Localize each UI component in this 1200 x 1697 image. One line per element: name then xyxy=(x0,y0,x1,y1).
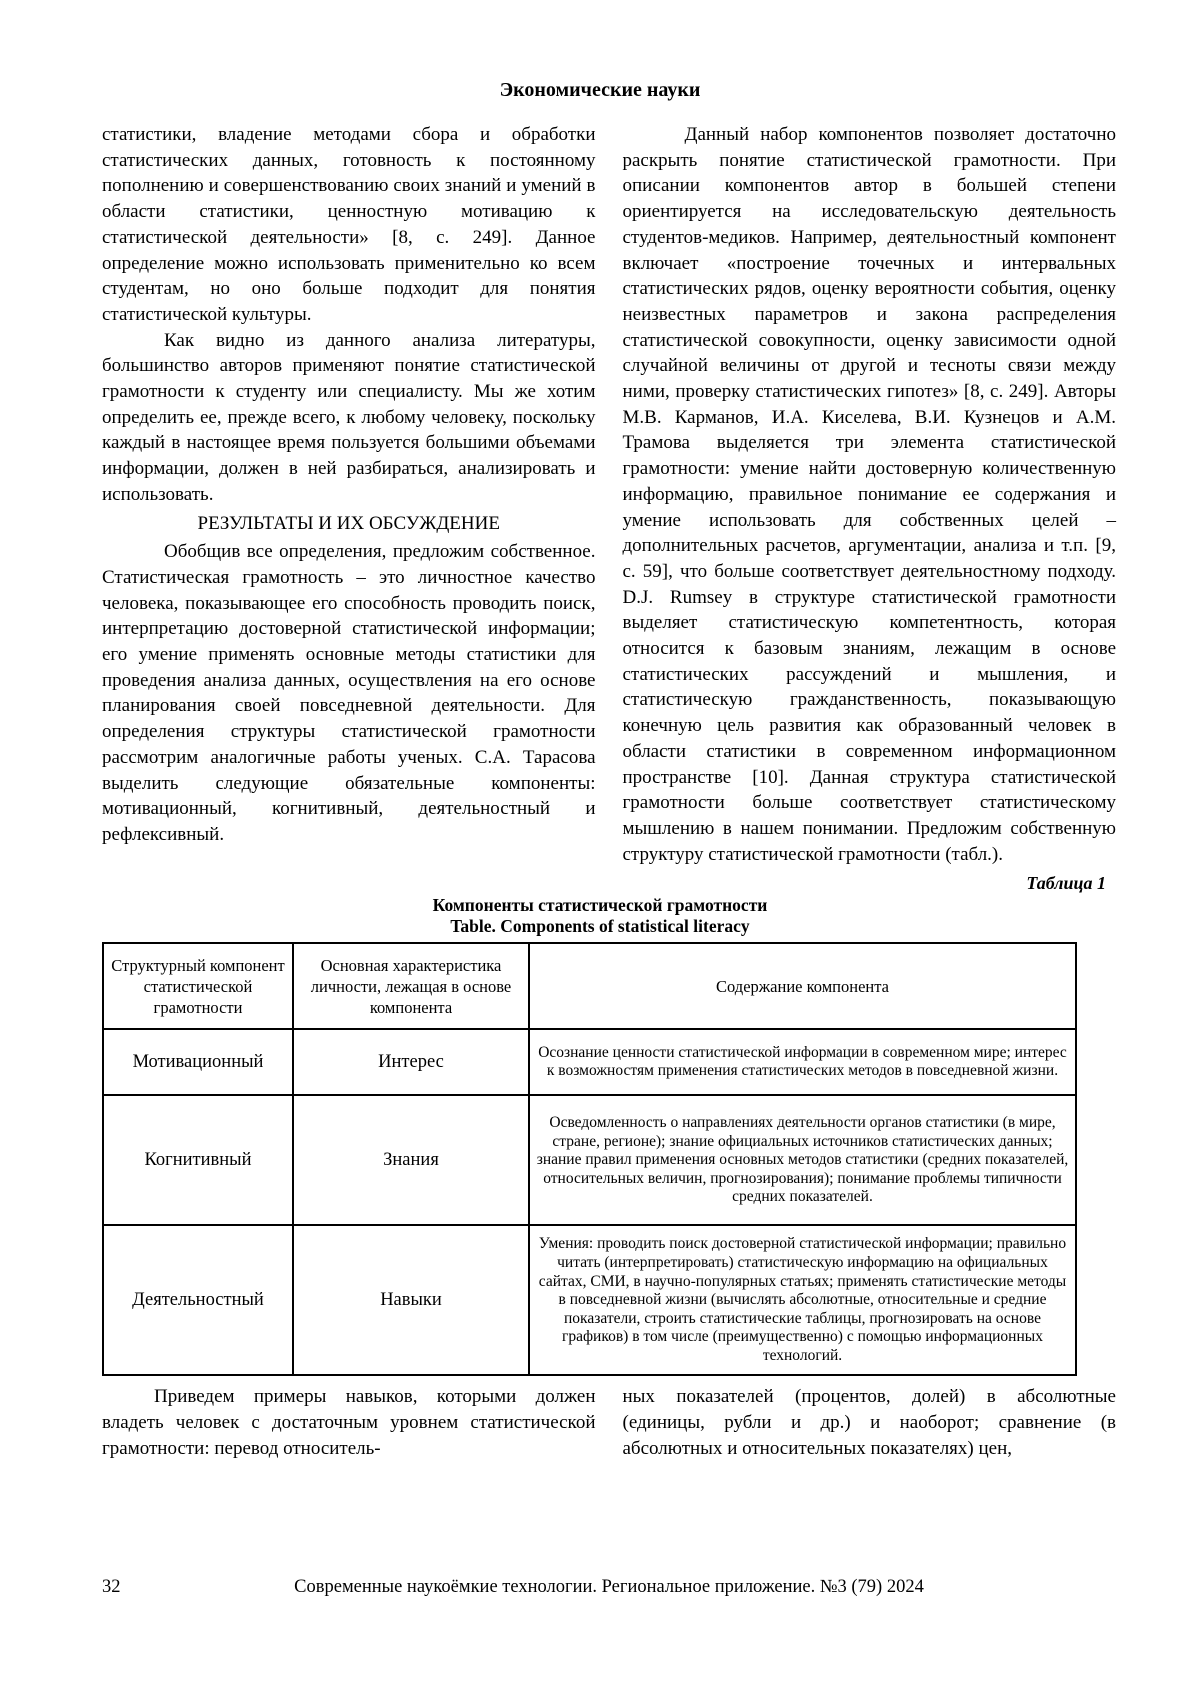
bottom-columns xyxy=(102,1384,1116,1461)
header-component-content: Содержание компонента xyxy=(529,943,1076,1029)
cell-characteristic: Знания xyxy=(293,1095,529,1225)
table-row xyxy=(103,1225,1076,1375)
cell-content: Осознание ценности статистической информации в современном мире; интерес к возможностям применения статистических методов в повседневной жизни. xyxy=(529,1029,1076,1095)
paragraph: ных показателей (процентов, долей) в абсолютные (единицы, рубли и др.) и наоборот; сравнение (в абсолютных и относительных показателях) цен, xyxy=(622,1386,1116,1459)
cell-characteristic: Интерес xyxy=(293,1029,529,1095)
cell-component: Деятельностный xyxy=(103,1225,293,1375)
cell-content: Умения: проводить поиск достоверной статистической информации; правильно читать (интерпретировать) статистическую информацию на официальных сайтах, СМИ, в научно-популярных статьях; применять статистические методы в повседневной жизни (вычислять абсолютные, относительные и средние показатели, строить статистические таблицы, прогнозировать на основе графиков) в том числе (преимущественно) с помощью информационных технологий. xyxy=(529,1225,1076,1375)
paragraph: Данный набор компонентов позволяет достаточно раскрыть понятие статистической грамотности. При описании компонентов автор в большей степени ориентируется на исследовательскую деятельность студентов-медиков. Например, деятельностный компонент включает «построение точечных и интервальных статистических рядов, оценку вероятности события, оценку неизвестных параметров и закона распределения статистической совокупности, оценку зависимости одной случайной величины от другой и тесноты связи между ними, проверку статистических гипотез» [8, с. 249]. Авторы М.В. Карманов, И.А. Киселева, В.И. Кузнецов и А.М. Трамова выделяется три элемента статистической грамотности: умение найти достоверную количественную информацию, правильное понимание ее содержания и умение использовать для собственных целей – дополнительных расчетов, аргументации, анализа и т.п. [9, с. 59], что больше соответствует деятельностному подходу. D.J. Rumsey в структуре статистической грамотности выделяет статистическую компетентность, которая относится к базовым знаниям, лежащим в основе статистических рассуждений и мышления, и статистическую гражданственность, показывающую конечную цель развития как образованный человек в области статистики в современном информационном пространстве [10]. Данная структура статистической грамотности больше соответствует статистическому мышлению в нашем понимании. Предложим собственную структуру статистической грамотности (табл.). xyxy=(622,124,1116,865)
header-personal-characteristic: Основная характеристика личности, лежащая в основе компонента xyxy=(293,943,529,1029)
cell-component: Когнитивный xyxy=(103,1095,293,1225)
table-title-ru: Компоненты статистической грамотности xyxy=(432,895,768,916)
page-number: 32 xyxy=(102,1577,121,1597)
table-title-en: Table. Components of statistical literacy xyxy=(450,916,750,937)
right-column xyxy=(623,122,1117,867)
cell-component: Мотивационный xyxy=(103,1029,293,1095)
table-row xyxy=(103,1095,1076,1225)
table-label: Таблица 1 xyxy=(1026,873,1106,894)
cell-characteristic: Навыки xyxy=(293,1225,529,1375)
body-columns xyxy=(102,122,1116,867)
components-table xyxy=(102,942,1077,1376)
header-structural-component: Структурный компонент статистической грамотности xyxy=(103,943,293,1029)
running-head: Экономические науки xyxy=(499,79,701,101)
page-footer xyxy=(0,1577,1200,1598)
bottom-left-column xyxy=(102,1384,596,1461)
bottom-right-column xyxy=(623,1384,1117,1461)
paragraph: Как видно из данного анализа литературы, большинство авторов применяют понятие статистической грамотности к студенту или специалисту. Мы же хотим определить ее, прежде всего, к любому человеку, поскольку каждый в настоящее время пользуется большими объемами информации, должен в ней разбираться, анализировать и использовать. xyxy=(102,329,596,505)
table-header-row xyxy=(103,943,1076,1029)
cell-content: Осведомленность о направлениях деятельности органов статистики (в мире, стране, регионе); знание официальных источников статистических данных; знание правил применения основных методов статистики (средних показателей, относительных величин, прогнозирования); понимание проблемы типичности средних показателей. xyxy=(529,1095,1076,1225)
footer-journal-title: Современные наукоёмкие технологии. Региональное приложение. №3 (79) 2024 xyxy=(294,1577,924,1597)
left-column xyxy=(102,122,596,867)
section-heading: РЕЗУЛЬТАТЫ И ИХ ОБСУЖДЕНИЕ xyxy=(197,512,500,534)
paragraph: статистики, владение методами сбора и обработки статистических данных, готовность к постоянному пополнению и совершенствованию своих знаний и умений в области статистики, ценностную мотивацию к статистической деятельности» [8, с. 249]. Данное определение можно использовать применительно ко всем студентам, но оно больше подходит для понятия статистической культуры. xyxy=(102,124,596,325)
table-row xyxy=(103,1029,1076,1095)
paragraph: Обобщив все определения, предложим собственное. Статистическая грамотность – это личностное качество человека, показывающее его способность проводить поиск, интерпретацию достоверной статистической информации; его умение применять основные методы статистики для проведения анализа данных, осуществления на его основе планирования своей повседневной деятельности. Для определения структуры статистической грамотности рассмотрим аналогичные работы ученых. С.А. Тарасова выделить следующие обязательные компоненты: мотивационный, когнитивный, деятельностный и рефлексивный. xyxy=(102,541,596,845)
paragraph: Приведем примеры навыков, которыми должен владеть человек с достаточным уровнем статистической грамотности: перевод относитель- xyxy=(102,1386,596,1459)
